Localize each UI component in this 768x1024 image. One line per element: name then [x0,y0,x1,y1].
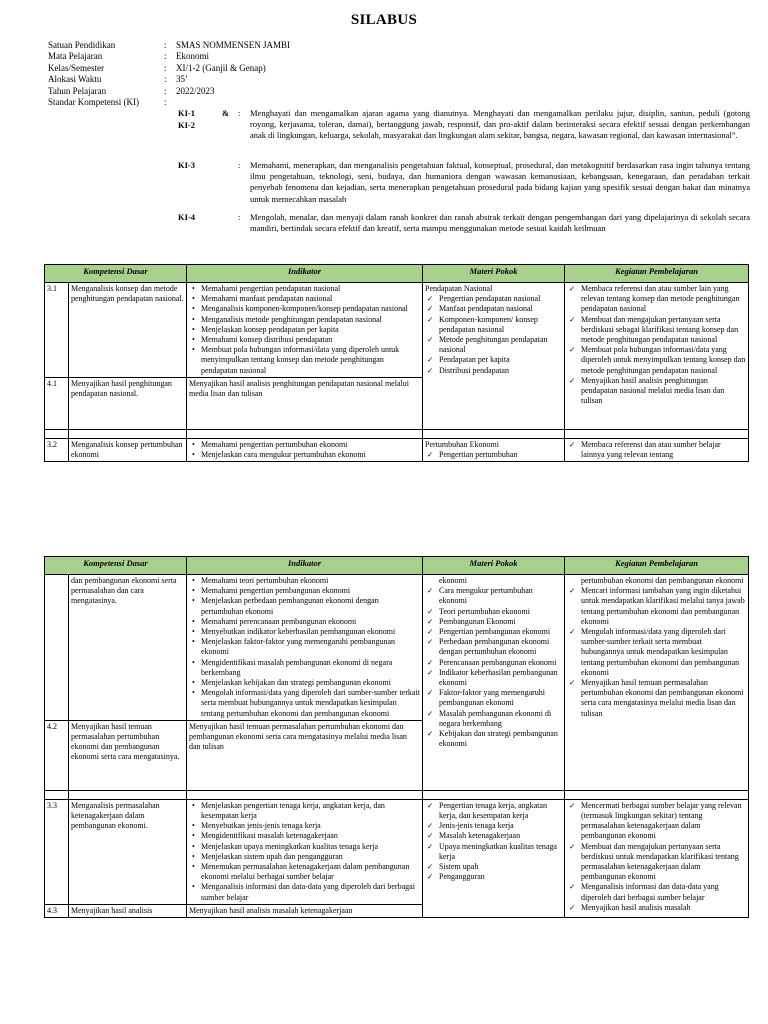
indikator-cell [187,438,423,461]
indikator-cell: Menyajikan hasil temuan permasalahan pertumbuhan ekonomi dan pembangunan ekonomi serta cara mengatasinya melalui media lisan dan tulisan [187,720,423,790]
ki-text: Menghayati dan mengamalkan ajaran agama yang dianutnya. Menghayati dan mengamalkan perilaku jujur, disiplin, santun, peduli (gotong royong, kerjasama, toleran, damai), bertanggung jawab, responsif, dan pro-aktif dalam berinteraksi secara efektif sesuai dengan perkembangan anak di lingkungan, keluarga, sekolah, masyarakat dan lingkungan alam sekitar, bangsa, negara, kawasan regional, dan kawasan internasional”. [250,108,750,141]
meta-label: Alokasi Waktu [48,74,102,85]
header-kompetensi-dasar: Kompetensi Dasar [45,265,187,283]
kd-text: Menyajikan hasil temuan permasalahan pertumbuhan ekonomi dan pembangunan ekonomi serta cara mengatasinya. [69,720,187,790]
list-item: ✓ Membaca referensi dan atau sumber lain yang relevan tentang konsep dan metode penghitungan pendapatan nasional [581,284,746,315]
list-item: • Menyebutkan jenis-jenis tenaga kerja [201,821,420,831]
meta-row: Standar Kompetensi (KI) : [48,97,760,108]
list-item: • Menjelaskan cara mengukur pertumbuhan ekonomi [201,450,420,460]
ki-1-2-block: KI-1 & KI-2 : Menghayati dan mengamalkan ajaran agama yang dianutnya. Menghayati dan mengamalkan perilaku jujur, disiplin, santun, peduli (gotong royong, kerjasama, toleran, damai), bertanggung jawab, responsif, dan pro-aktif dalam berinteraksi secara efektif sesuai dengan perkembangan anak di lingkungan, keluarga, sekolah, masyarakat dan lingkungan alam sekitar, bangsa, negara, kawasan regional, dan kawasan internasional”. [178,108,750,141]
table-gap-row [45,429,749,438]
meta-label: Kelas/Semester [48,62,104,73]
list-item: ✓ Menyajikan hasil analisis masalah [581,903,746,913]
list-item: ✓ Sistem upah [439,862,562,872]
kegiatan-list [567,440,746,460]
table-header-row [45,265,749,283]
list-item: ✓ Teori pertumbuhan ekonomi [439,607,562,617]
syllabus-table-1 [44,264,749,462]
list-item: ✓ Upaya meningkatkan kualitas tenaga kerja [439,842,562,862]
indikator-cell: Menyajikan hasil analisis masalah ketenagakerjaan [187,904,423,917]
list-item: ✓ Indikator keberhasilan pembangunan ekonomi [439,668,562,688]
meta-value: XI/1-2 (Ganjil & Genap) [176,62,266,73]
materi-continuation: ekonomi [439,576,467,585]
kd-number: 4.3 [45,904,69,917]
ki-code: KI-1 [178,108,195,118]
ki-code: KI-3 [178,160,195,170]
header-indikator: Indikator [187,265,423,283]
kd-number: 4.2 [45,720,69,790]
kegiatan-cell [565,438,749,461]
list-item: ✓ Mencermati berbagai sumber belajar yang relevan (termasuk lingkungan sekitar) tentang permasalahan ketenagakerjaan dalam pembangunan ekonomi [581,801,746,842]
list-item: ✓ Pendapatan per kapita [439,355,562,365]
meta-value: 2022/2023 [176,85,215,96]
kd-text: Menganalisis konsep pertumbuhan ekonomi [69,438,187,461]
meta-value: Ekonomi [176,51,209,62]
kegiatan-cell [565,575,749,791]
list-item: • Menjelaskan perbedaan pembangunan ekonomi dengan pertumbuhan ekonomi [201,596,420,616]
list-item: ✓ Perbedaan pembangunan ekonomi dengan pertumbuhan ekonomi [439,637,562,657]
header-materi-pokok: Materi Pokok [423,265,565,283]
list-item: ✓ Menyajikan hasil temuan permasalahan pertumbuhan ekonomi dan pembangunan ekonomi serta cara mengatasinya melalui media lisan dan tulisan [581,678,746,719]
kegiatan-list [567,586,746,719]
list-item: • Menjelaskan sistem upah dan pengangguran [201,852,420,862]
list-item: • Memahami pengertian pertumbuhan ekonomi [201,440,420,450]
list-item: • Menganalisis komponen-komponen/konsep pendapatan nasional [201,304,420,314]
list-item: • Menjelaskan konsep pendapatan per kapita [201,325,420,335]
materi-cell [423,438,565,461]
list-item: • Menjelaskan faktor-faktor yang memengaruhi pembangunan ekonomi [201,637,420,657]
list-item: ✓ Membuat dan mengajukan pertanyaan serta berdiskusi sebagai klarifikasi tentang konsep dan metode penghitungan pendapatan nasional [581,315,746,346]
list-item: ✓ Masalah ketenagakerjaan [439,831,562,841]
kd-text: Menyajikan hasil analisis [69,904,187,917]
kd-text: Menganalisis konsep dan metode penghitungan pendapatan nasional. [69,283,187,378]
indikator-list [189,284,420,376]
list-item: ✓ Masalah pembangunan ekonomi di negara berkembang [439,709,562,729]
indikator-list [189,440,420,460]
meta-row: Tahun Pelajaran : 2022/2023 [48,86,760,97]
kegiatan-continuation: pertumbuhan ekonomi dan pembangunan ekonomi [581,576,744,585]
materi-heading: Pertumbuhan Ekonomi [425,439,499,449]
list-item: ✓ Pembangunan Ekonomi [439,617,562,627]
meta-label: Mata Pelajaran [48,51,103,62]
kegiatan-list [567,801,746,913]
header-indikator: Indikator [187,557,423,575]
syllabus-table-2 [44,556,749,918]
list-item: • Mengolah informasi/data yang diperoleh dari sumber-sumber terkait serta membuat hubungannya untuk mendapatkan kesimpulan tentang pertumbuhan ekonomi dan pembangunan ekonomi [201,688,420,719]
ki-3-block: KI-3 : Memahami, menerapkan, dan menganalisis pengetahuan faktual, konseptual, prosedural, dan metakognitif berdasarkan rasa ingin tahunya tentang ilmu pengetahuan, teknologi, seni, budaya, dan humaniora dengan wawasan kemanusiaan, kebangsaan, kenegaraan, dan peradaban terkait penyebab fenomena dan kejadian, serta menerapkan pengetahuan prosedural pada bidang kajian yang spesifik sesuai dengan bakat dan minatnya untuk memecahkan masalah [178,160,750,204]
list-item: ✓ Membaca referensi dan atau sumber belajar lainnya yang relevan tentang [581,440,746,460]
ki-4-block: KI-4 : Mengolah, menalar, dan menyaji dalam ranah konkret dan ranah abstrak terkait dengan pengembangan dari yang dipelajarinya di sekolah secara mandiri, bertindak secara efektif dan kreatif, serta mampu menggunakan metode sesuai kaidah keilmuan [178,212,750,234]
kegiatan-list [567,284,746,406]
materi-cell [423,283,565,430]
list-item: • Membuat pola hubungan informasi/data yang diperoleh untuk menyimpulkan tentang konsep dan metode penghitungan pendapatan nasional [201,345,420,376]
list-item: ✓ Metode penghitungan pendapatan nasional [439,335,562,355]
header-kegiatan: Kegiatan Pembelajaran [565,265,749,283]
header-kompetensi-dasar: Kompetensi Dasar [45,557,187,575]
meta-label: Tahun Pelajaran [48,85,107,96]
meta-value: SMAS NOMMENSEN JAMBI [176,40,291,50]
materi-list [425,801,562,883]
list-item: ✓ Jenis-jenis tenaga kerja [439,821,562,831]
table-row [45,283,749,378]
list-item: • Memahami manfaat pendapatan nasional [201,294,420,304]
list-item: • Menjelaskan pengertian tenaga kerja, angkatan kerja, dan kesempatan kerja [201,801,420,821]
materi-list [425,294,562,376]
materi-heading: Pendapatan Nasional [425,284,493,293]
list-item: • Mengidentifikasi masalah ketenagakerjaan [201,831,420,841]
page-title: SILABUS [350,12,418,28]
list-item: ✓ Komponen-komponen/ konsep pendapatan nasional [439,315,562,335]
list-item: ✓ Membuat pola hubungan informasi/data yang diperoleh untuk menyimpulkan tentang konsep dan metode penghitungan pendapatan nasional [581,345,746,376]
kd-text: dan pembangunan ekonomi serta permasalahan dan cara mengatasinya. [69,575,187,721]
table-row [45,438,749,461]
header-kegiatan: Kegiatan Pembelajaran [565,557,749,575]
meta-row: Alokasi Waktu : 35’ [48,74,760,85]
meta-value [176,97,760,108]
list-item: ✓ Faktor-faktor yang memengaruhi pembangunan ekonomi [439,688,562,708]
list-item: ✓ Kebijakan dan strategi pembangunan ekonomi [439,729,562,749]
meta-value: 35’ [176,74,188,85]
list-item: • Memahami konsep distribusi pendapatan [201,335,420,345]
list-item: ✓ Mengolah informasi/data yang diperoleh dari sumber-sumber terkait serta membuat hubungannya untuk mendapatkan kesimpulan tentang pertumbuhan ekonomi dan pembangunan ekonomi [581,627,746,678]
meta-label: Satuan Pendidikan [48,40,116,50]
indikator-cell [187,799,423,904]
list-item: • Mengidentifikasi masalah pembangunan ekonomi di negara berkembang [201,658,420,678]
list-item: • Menjelaskan upaya meningkatkan kualitas tenaga kerja [201,842,420,852]
indikator-cell [187,575,423,721]
kd-number: 4.1 [45,377,69,429]
list-item: ✓ Pengertian tenaga kerja, angkatan kerja, dan kesempatan kerja [439,801,562,821]
list-item: • Menjelaskan kebijakan dan strategi pembangunan ekonomi [201,678,420,688]
list-item: • Memahami pengertian pembangunan ekonomi [201,586,420,596]
list-item: • Menganalisis metode penghitungan pendapatan nasional [201,315,420,325]
indikator-list [189,801,420,903]
indikator-cell [187,283,423,378]
indikator-list [189,576,420,719]
syllabus-meta [48,40,760,108]
table-gap-row [45,790,749,799]
table-row [45,575,749,721]
materi-cell [423,575,565,791]
materi-cell [423,799,565,917]
kd-number [45,575,69,721]
materi-list [425,450,562,460]
list-item: • Menemukan permasalahan ketenagakerjaan dalam pembangunan ekonomi melalui berbagai sumber belajar [201,862,420,882]
list-item: ✓ Perencanaan pembangunan ekonomi [439,658,562,668]
table-row [45,799,749,904]
list-item: • Memahami pengertian pendapatan nasional [201,284,420,294]
kegiatan-cell [565,799,749,917]
kd-number: 3.3 [45,799,69,904]
meta-row: Kelas/Semester : XI/1-2 (Ganjil & Genap) [48,63,760,74]
list-item: ✓ Pengertian pembangunan ekonomi [439,627,562,637]
list-item: ✓ Pengertian pertumbuhan [439,450,562,460]
list-item: • Memahami teori pertumbuhan ekonomi [201,576,420,586]
list-item: ✓ Manfaat pendapatan nasional [439,304,562,314]
ki-text: Mengolah, menalar, dan menyaji dalam ranah konkret dan ranah abstrak terkait dengan pengembangan dari yang dipelajarinya di sekolah secara mandiri, bertindak secara efektif dan kreatif, serta mampu menggunakan metode sesuai kaidah keilmuan [250,212,750,234]
list-item: ✓ Distribusi pendapatan [439,366,562,376]
indikator-cell: Menyajikan hasil analisis penghitungan pendapatan nasional melalui media lisan dan tulisan [187,377,423,429]
meta-row: Satuan Pendidikan : SMAS NOMMENSEN JAMBI [48,40,760,51]
kd-text: Menyajikan hasil penghitungan pendapatan nasional. [69,377,187,429]
list-item: ✓ Menganalisis informasi dan data-data yang diperoleh dari berbagai sumber belajar [581,882,746,902]
ki-ampersand: & [222,108,230,118]
kegiatan-cell [565,283,749,430]
ki-code: KI-2 [178,120,195,130]
list-item: • Menganalisis informasi dan data-data yang diperoleh dari berbagai sumber belajar [201,882,420,902]
ki-code: KI-4 [178,212,195,222]
list-item: • Memahami perencanaan pembangunan ekonomi [201,617,420,627]
meta-label: Standar Kompetensi (KI) [48,97,139,108]
ki-text: Memahami, menerapkan, dan menganalisis pengetahuan faktual, konseptual, prosedural, dan metakognitif berdasarkan rasa ingin tahunya tentang ilmu pengetahuan, teknologi, seni, budaya, dan humaniora dengan wawasan kemanusiaan, kebangsaan, kenegaraan, dan peradaban terkait penyebab fenomena dan kejadian, serta menerapkan pengetahuan prosedural pada bidang kajian yang spesifik sesuai dengan bakat dan minatnya untuk memecahkan masalah [250,160,750,204]
list-item: • Menyebutkan indikator keberhasilan pembangunan ekonomi [201,627,420,637]
table-header-row [45,557,749,575]
list-item: ✓ Pengertian pendapatan nasional [439,294,562,304]
list-item: ✓ Mencari informasi tambahan yang ingin diketahui untuk mendapatkan klarifikasi melalui tanya jawab tentang pertumbuhan ekonomi dan pembangunan ekonomi [581,586,746,627]
list-item: ✓ Cara mengukur pertumbuhan ekonomi [439,586,562,606]
kd-number: 3.2 [45,438,69,461]
materi-list [425,586,562,749]
header-materi-pokok: Materi Pokok [423,557,565,575]
list-item: ✓ Pengangguran [439,872,562,882]
kd-number: 3.1 [45,283,69,378]
meta-row: Mata Pelajaran : Ekonomi [48,51,760,62]
list-item: ✓ Membuat dan mengajukan pertanyaan serta berdiskusi untuk mendapatkan klarifikasi tentang permasalahan ketenagakerjaan dalam pembangunan ekonomi [581,842,746,883]
list-item: ✓ Menyajikan hasil analisis penghitungan pendapatan nasional melalui media lisan dan tulisan [581,376,746,407]
kd-text: Menganalisis permasalahan ketenagakerjaan dalam pembangunan ekonomi. [69,799,187,904]
